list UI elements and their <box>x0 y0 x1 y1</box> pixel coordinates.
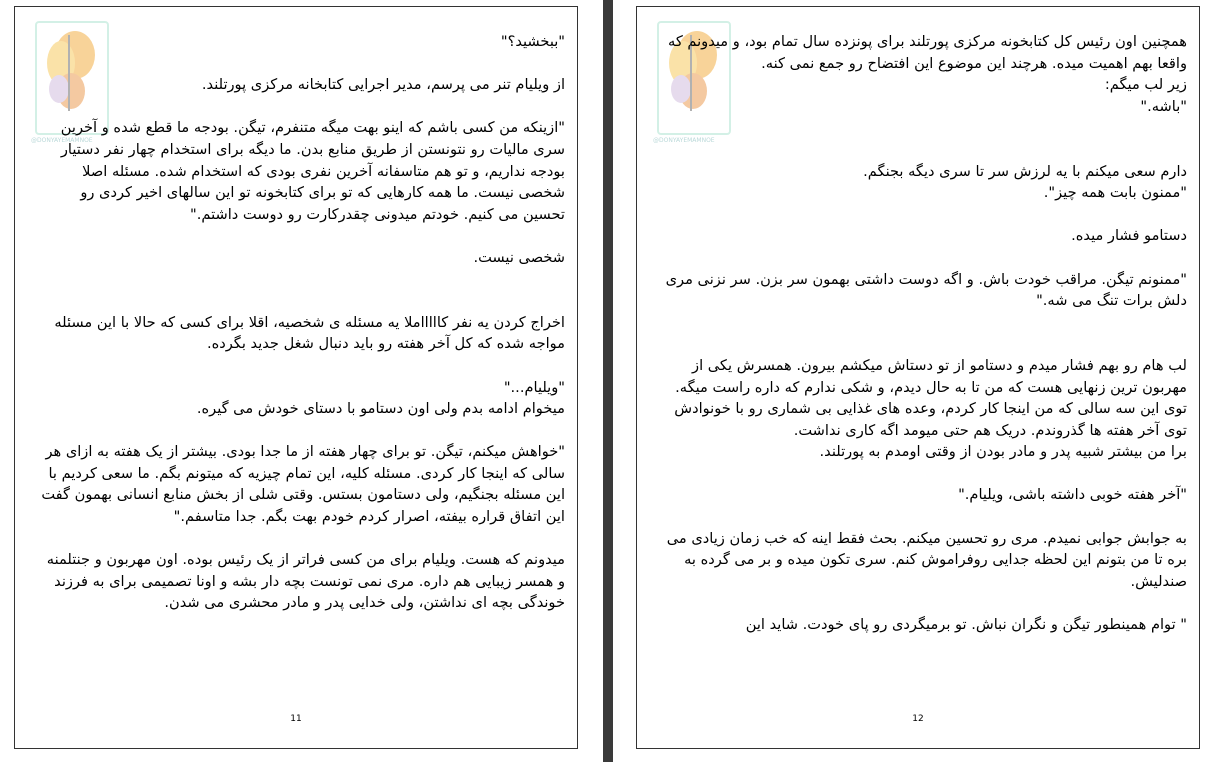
paragraph: "ببخشید؟" <box>500 33 565 50</box>
paragraph: همچنین اون رئیس کل کتابخونه مرکزی پورتلند برای پونزده سال تمام بود، و میدونم که واقعا بهم اهمیت میده. هرچند این موضوع این افتضاح رو جمع نمی کنه. <box>668 33 1187 72</box>
paragraph: به جوابش جوابی نمیدم. مری رو تحسین میکنم. بحث فقط اینه که خب زمان زیادی می بره تا من بتونم این لحظه جدایی روفراموش کنم. سری تکون میده و بر می گرده به صندلیش. <box>666 529 1187 590</box>
paragraph: "آخر هفته خوبی داشته باشی، ویلیام." <box>958 486 1187 504</box>
paragraph: برا من بیشتر شبیه پدر و مادر بودن از وقتی اومدم به پورتلند. <box>819 443 1187 461</box>
page-11 <box>14 6 578 749</box>
paragraph: " توام همینطور تیگن و نگران نباش. تو برمیگردی رو پای خودت. شاید این <box>745 616 1187 634</box>
paragraph: زیر لب میگم: <box>1104 76 1187 94</box>
paragraph: "ویلیام..." <box>503 378 565 396</box>
watermark-label: @DONYAYEMAMNOE <box>653 137 715 144</box>
page-text <box>39 31 565 636</box>
page-12 <box>636 6 1200 749</box>
paragraph: شخصی نیست. <box>473 248 565 266</box>
page-text <box>661 31 1187 657</box>
paragraph: اخراج کردن یه نفر کاااااملا یه مسئله ی شخصیه، اقلا برای کسی که حالا با این مسئله مواجه شده که کل آخر هفته رو باید دنبال شغل جدید بگرده. <box>54 313 565 353</box>
paragraph: "ممنون بابت همه چیز". <box>1043 184 1187 202</box>
page-gutter <box>603 0 613 762</box>
page-number: 11 <box>290 714 302 724</box>
paragraph: "ازینکه من کسی باشم که اینو بهت میگه متنفرم، تیگن. بودجه ما قطع شده و آخرین سری مالیات رو نتونستن از طریق منابع بدن. ما دیگه برای استخدام چهار نفر دستیار بودجه نداریم، و تو هم متاسفانه آخرین نفری بودی که استخدام شده. مسئله اصلا شخصی نیست. ما همه کارهایی که تو برای کتابخونه تو این سالهای اخیر کردی رو تحسین می کنیم. خودتم میدونی چقدرکارت رو دوست داشتم." <box>60 119 565 223</box>
paragraph: "ممنونم تیگن. مراقب خودت باش. و اگه دوست داشتی بهمون سر بزن. سر نزنی مری دلش برات تنگ می شه." <box>665 270 1187 310</box>
paragraph: از ویلیام تنر می پرسم، مدیر اجرایی کتابخانه مرکزی پورتلند. <box>201 76 565 94</box>
paragraph: دستامو فشار میده. <box>1071 227 1187 245</box>
paragraph: میدونم که هست. ویلیام برای من کسی فراتر از یک رئیس بوده. اون مهربون و جنتلمنه و همسر زیبایی هم داره. مری نمی تونست بچه دار بشه و اونا تصمیمی برای به فرزند خوندگی بچه ای نداشتن، ولی خدایی پدر و مادر محشری می شدن. <box>46 551 565 612</box>
paragraph: "خواهش میکنم، تیگن. تو برای چهار هفته از ما جدا بودی. بیشتر از یک هفته به ازای هر سالی که اینجا کار کردی. مسئله کلیه، این تمام چیزیه که میتونم بگم. ما سعی کردیم با این مسئله بجنگیم، ولی دستامون بستس. وقتی شلی از بخش منابع انسانی بهمون گفت این اتفاق قراره بیفته، اصرار کردم خودم بهت بگم. جدا متاسفم." <box>41 443 565 526</box>
paragraph: میخوام ادامه بدم ولی اون دستامو با دستای خودش می گیره. <box>196 400 565 418</box>
page-number: 12 <box>912 714 924 724</box>
watermark-label: @DONYAYEMAMNOE <box>31 137 93 144</box>
paragraph: "باشه." <box>1140 97 1187 115</box>
paragraph: دارم سعی میکنم با یه لرزش سر تا سری دیگه بجنگم. <box>863 162 1187 180</box>
paragraph: لب هام رو بهم فشار میدم و دستامو از تو دستاش میکشم بیرون. همسرش یکی از مهربون ترین زنهایی هست که من تا به حال دیدم، و شکی ندارم که داره راست میگه. توی این سه سالی که من اینجا کار کردم، وعده های غذایی بی شماری رو با خونوادش توی آخر هفته ها گذروندم. دریک هم حتی میومد اگه کاری نداشت. <box>674 356 1187 439</box>
